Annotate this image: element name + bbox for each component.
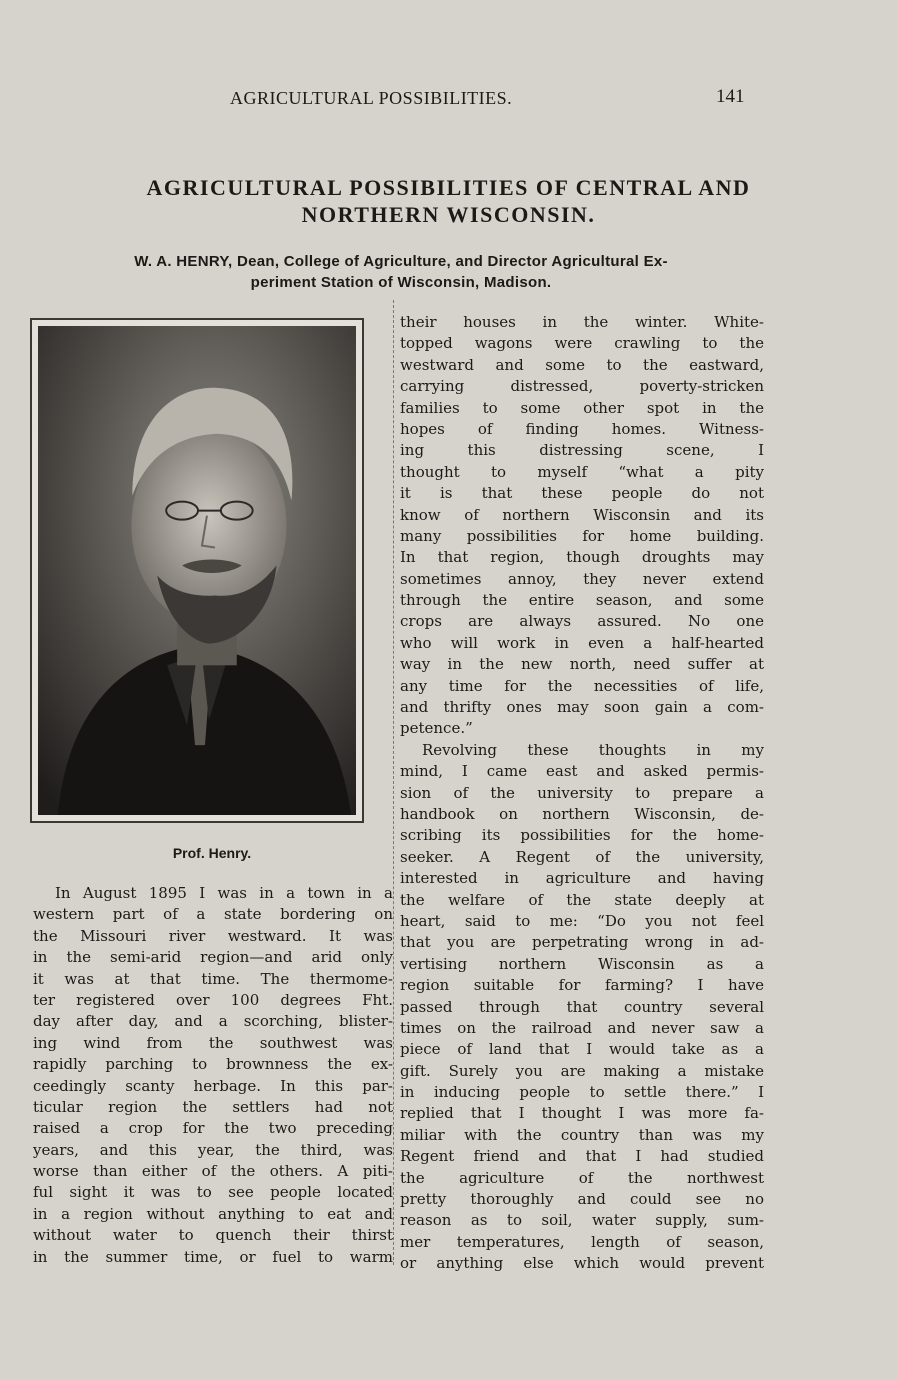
text-line: petence.” [400, 719, 473, 738]
text-line: Revolving these thoughts in my [422, 740, 764, 759]
text-line: ter registered over 100 degrees Fht. [33, 990, 393, 1009]
text-line: who will work in even a half-hearted [400, 633, 764, 652]
text-line: passed through that country several [400, 997, 764, 1016]
right-column-text [400, 312, 764, 1275]
article-title-line-1: AGRICULTURAL POSSIBILITIES OF CENTRAL AND [146, 175, 751, 200]
text-line: or anything else which would prevent [400, 1254, 764, 1273]
text-line: Regent friend and that I had studied [400, 1147, 764, 1166]
text-line: miliar with the country than was my [400, 1125, 764, 1144]
photo-caption: Prof. Henry. [172, 845, 252, 861]
text-line: years, and this year, the third, was [33, 1140, 393, 1159]
portrait-photo [30, 318, 364, 823]
text-line: without water to quench their thirst [33, 1226, 393, 1245]
text-line: ticular region the settlers had not [33, 1097, 393, 1116]
text-line: the Missouri river westward. It was [33, 926, 393, 945]
text-line: families to some other spot in the [400, 398, 764, 417]
text-line: any time for the necessities of life, [400, 676, 764, 695]
text-line: western part of a state bordering on [33, 905, 393, 924]
text-line: rapidly parching to brownness the ex- [33, 1055, 393, 1074]
portrait-photo-image [38, 326, 356, 815]
page-number: 141 [716, 86, 745, 107]
text-line: sion of the university to prepare a [400, 783, 764, 802]
text-line: scribing its possibilities for the home- [400, 826, 764, 845]
text-line: hopes of finding homes. Witness- [400, 419, 764, 438]
text-line: crops are always assured. No one [400, 612, 764, 631]
text-line: in a region without anything to eat and [33, 1204, 393, 1223]
text-line: replied that I thought I was more fa- [400, 1104, 764, 1123]
text-line: mind, I came east and asked permis- [400, 762, 764, 781]
text-line: in the semi-arid region—and arid only [33, 948, 393, 967]
text-line: ing this distressing scene, I [400, 441, 764, 460]
text-line: ceedingly scanty herbage. In this par- [33, 1076, 393, 1095]
text-line: in inducing people to settle there.” I [400, 1083, 764, 1102]
text-line: through the entire season, and some [400, 591, 764, 610]
author-byline [36, 251, 766, 293]
text-line: In that region, though droughts may [400, 548, 764, 567]
text-line: their houses in the winter. White- [400, 313, 764, 331]
text-line: seeker. A Regent of the university, [400, 847, 764, 866]
text-line: in the summer time, or fuel to warm [33, 1247, 393, 1266]
text-line: many possibilities for home building. [400, 526, 764, 545]
text-line: interested in agriculture and having [400, 869, 764, 888]
text-line: vertising northern Wisconsin as a [400, 954, 764, 973]
text-line: topped wagons were crawling to the [400, 334, 764, 353]
text-line: ful sight it was to see people located [33, 1183, 393, 1202]
text-line: the agriculture of the northwest [400, 1168, 764, 1187]
article-title [0, 174, 897, 228]
text-line: gift. Surely you are making a mistake [400, 1061, 764, 1080]
text-line: that you are perpetrating wrong in ad- [400, 933, 764, 952]
text-line: worse than either of the others. A piti- [33, 1162, 393, 1181]
column-divider [393, 300, 395, 1265]
text-line: piece of land that I would take as a [400, 1040, 764, 1059]
text-line: westward and some to the eastward, [400, 355, 764, 374]
text-line: pretty thoroughly and could see no [400, 1190, 764, 1209]
text-line: it is that these people do not [400, 484, 764, 503]
text-line: know of northern Wisconsin and its [400, 505, 764, 524]
text-line: ing wind from the southwest was [33, 1033, 393, 1052]
text-line: In August 1895 I was in a town in a [55, 884, 393, 902]
text-line: carrying distressed, poverty-stricken [400, 377, 764, 396]
text-line: way in the new north, need suffer at [400, 655, 764, 674]
left-column-text [33, 883, 393, 1268]
text-line: mer temperatures, length of season, [400, 1232, 764, 1251]
text-line: handbook on northern Wisconsin, de- [400, 804, 764, 823]
running-head: AGRICULTURAL POSSIBILITIES. [230, 88, 513, 108]
text-line: thought to myself “what a pity [400, 462, 764, 481]
text-line: times on the railroad and never saw a [400, 1018, 764, 1037]
text-line: the welfare of the state deeply at [400, 890, 764, 909]
text-line: and thrifty ones may soon gain a com- [400, 698, 764, 717]
author-byline-line-2: periment Station of Wisconsin, Madison. [250, 274, 552, 291]
article-title-line-2: NORTHERN WISCONSIN. [301, 202, 596, 227]
text-line: raised a crop for the two preceding [33, 1119, 393, 1138]
text-line: it was at that time. The thermome- [33, 969, 393, 988]
text-line: sometimes annoy, they never extend [400, 569, 764, 588]
text-line: reason as to soil, water supply, sum- [400, 1211, 764, 1230]
text-line: region suitable for farming? I have [400, 976, 764, 995]
text-line: day after day, and a scorching, blister- [33, 1012, 393, 1031]
text-line: heart, said to me: “Do you not feel [400, 911, 764, 930]
author-byline-line-1: W. A. HENRY, Dean, College of Agriculture, and Director Agricultural Ex- [134, 253, 668, 270]
